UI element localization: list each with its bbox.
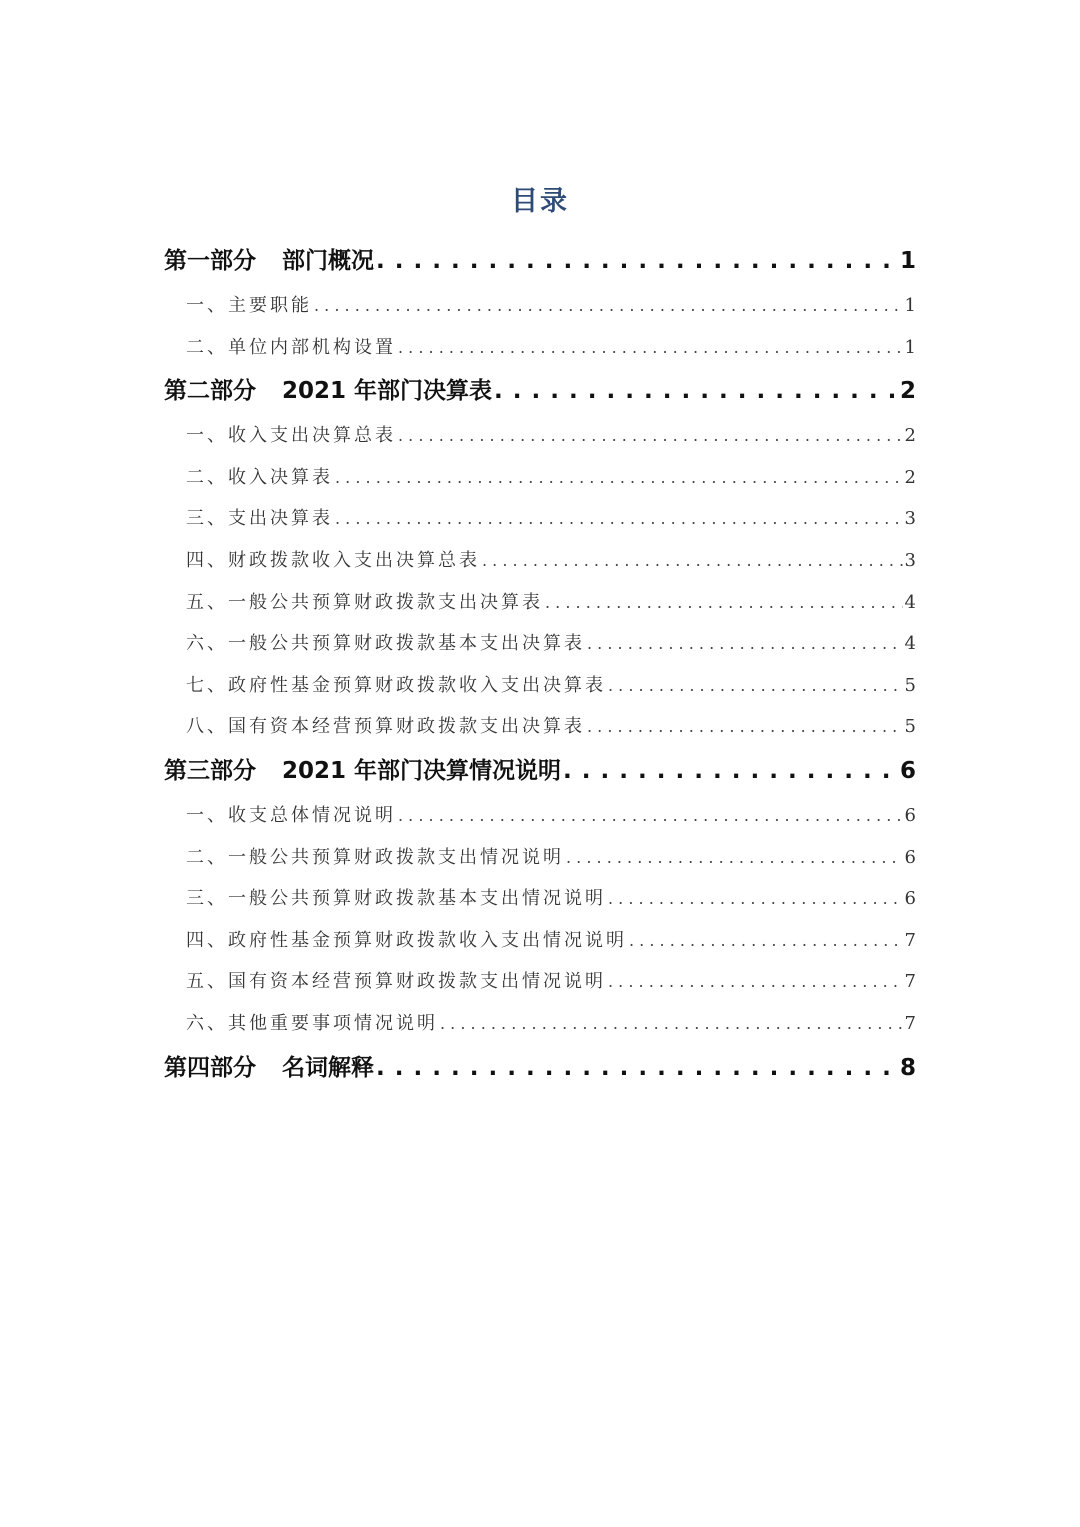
toc-section-part: 第二部分 xyxy=(164,378,256,405)
toc-item-2-8[interactable] xyxy=(164,706,916,748)
toc-item-label: 七、政府性基金预算财政拨款收入支出决算表 xyxy=(186,674,606,696)
dot-leader xyxy=(629,920,903,962)
toc-item-2-4[interactable] xyxy=(164,540,916,582)
toc-section-name: 名词解释 xyxy=(282,1054,374,1081)
toc-item-label: 一、主要职能 xyxy=(186,295,312,316)
toc-item-label: 六、一般公共预算财政拨款基本支出决算表 xyxy=(186,633,585,655)
toc-item-label: 二、一般公共预算财政拨款支出情况说明 xyxy=(186,846,564,868)
toc-item-3-4[interactable] xyxy=(164,920,916,962)
dot-leader xyxy=(545,582,903,624)
toc-item-page: 1 xyxy=(904,295,916,316)
toc-section-part: 第四部分 xyxy=(164,1054,256,1081)
toc-section-label xyxy=(164,238,374,285)
toc-item-label: 四、政府性基金预算财政拨款收入支出情况说明 xyxy=(186,929,627,951)
toc-section-2[interactable] xyxy=(164,368,916,415)
toc-item-page: 5 xyxy=(904,674,916,696)
toc-item-2-3[interactable] xyxy=(164,498,916,540)
toc-section-page: 2 xyxy=(899,378,916,405)
dot-leader xyxy=(440,1003,903,1045)
dot-leader xyxy=(376,1045,898,1092)
dot-leader xyxy=(398,327,903,369)
toc-section-4[interactable] xyxy=(164,1045,916,1092)
toc-item-3-5[interactable] xyxy=(164,961,916,1003)
toc-item-label: 三、一般公共预算财政拨款基本支出情况说明 xyxy=(186,888,606,910)
toc-item-page: 2 xyxy=(904,425,916,447)
toc-item-2-2[interactable] xyxy=(164,457,916,499)
toc-section-page: 6 xyxy=(899,757,916,784)
toc-item-2-5[interactable] xyxy=(164,582,916,624)
toc-item-label: 五、一般公共预算财政拨款支出决算表 xyxy=(186,591,543,613)
toc-section-label xyxy=(164,368,492,415)
dot-leader xyxy=(608,665,903,707)
toc-item-3-6[interactable] xyxy=(164,1003,916,1045)
toc-item-page: 2 xyxy=(904,466,916,488)
toc-title: 目录 xyxy=(511,186,569,217)
toc-item-page: 7 xyxy=(904,929,916,951)
toc-item-label: 一、收支总体情况说明 xyxy=(186,804,396,826)
toc-item-page: 4 xyxy=(904,591,916,613)
toc-section-name: 2021 年部门决算情况说明 xyxy=(282,757,562,784)
toc-item-page: 3 xyxy=(904,549,916,571)
dot-leader xyxy=(482,540,903,582)
toc-item-2-7[interactable] xyxy=(164,665,916,707)
dot-leader xyxy=(566,837,903,879)
toc-section-label xyxy=(164,748,561,795)
dot-leader xyxy=(563,748,898,795)
dot-leader xyxy=(398,795,903,837)
toc-item-label: 四、财政拨款收入支出决算总表 xyxy=(186,549,480,571)
dot-leader xyxy=(335,457,903,499)
toc-section-page: 1 xyxy=(899,248,916,274)
dot-leader xyxy=(587,706,903,748)
toc-item-1-1[interactable] xyxy=(164,285,916,327)
toc-section-name: 部门概况 xyxy=(282,248,374,274)
toc-item-2-1[interactable] xyxy=(164,415,916,457)
dot-leader xyxy=(608,878,903,920)
toc-section-label xyxy=(164,1045,374,1092)
toc-section-1[interactable] xyxy=(164,238,916,285)
toc-item-page: 1 xyxy=(904,336,916,358)
table-of-contents xyxy=(164,238,916,1092)
toc-item-page: 4 xyxy=(904,633,916,655)
dot-leader xyxy=(587,623,903,665)
toc-item-page: 6 xyxy=(904,804,916,826)
toc-item-label: 二、收入决算表 xyxy=(186,466,333,488)
toc-item-3-3[interactable] xyxy=(164,878,916,920)
dot-leader xyxy=(494,368,898,415)
dot-leader xyxy=(376,238,898,285)
toc-item-3-1[interactable] xyxy=(164,795,916,837)
toc-item-label: 八、国有资本经营预算财政拨款支出决算表 xyxy=(186,716,585,738)
toc-item-1-2[interactable] xyxy=(164,327,916,369)
toc-section-part: 第一部分 xyxy=(164,248,256,274)
dot-leader xyxy=(608,961,903,1003)
toc-item-page: 7 xyxy=(904,1012,916,1034)
toc-item-page: 7 xyxy=(904,971,916,993)
toc-section-part: 第三部分 xyxy=(164,757,256,784)
toc-item-page: 5 xyxy=(904,716,916,738)
toc-item-3-2[interactable] xyxy=(164,837,916,879)
dot-leader xyxy=(398,415,903,457)
toc-section-page: 8 xyxy=(899,1054,916,1081)
toc-section-3[interactable] xyxy=(164,748,916,795)
toc-item-label: 六、其他重要事项情况说明 xyxy=(186,1012,438,1034)
dot-leader xyxy=(314,285,903,327)
toc-item-label: 一、收入支出决算总表 xyxy=(186,425,396,447)
toc-item-page: 6 xyxy=(904,888,916,910)
toc-item-label: 二、单位内部机构设置 xyxy=(186,336,396,358)
toc-section-name: 2021 年部门决算表 xyxy=(282,378,493,405)
toc-item-label: 五、国有资本经营预算财政拨款支出情况说明 xyxy=(186,971,606,993)
toc-item-label: 三、支出决算表 xyxy=(186,508,333,530)
toc-item-2-6[interactable] xyxy=(164,623,916,665)
toc-item-page: 6 xyxy=(904,846,916,868)
dot-leader xyxy=(335,498,903,540)
toc-item-page: 3 xyxy=(904,508,916,530)
